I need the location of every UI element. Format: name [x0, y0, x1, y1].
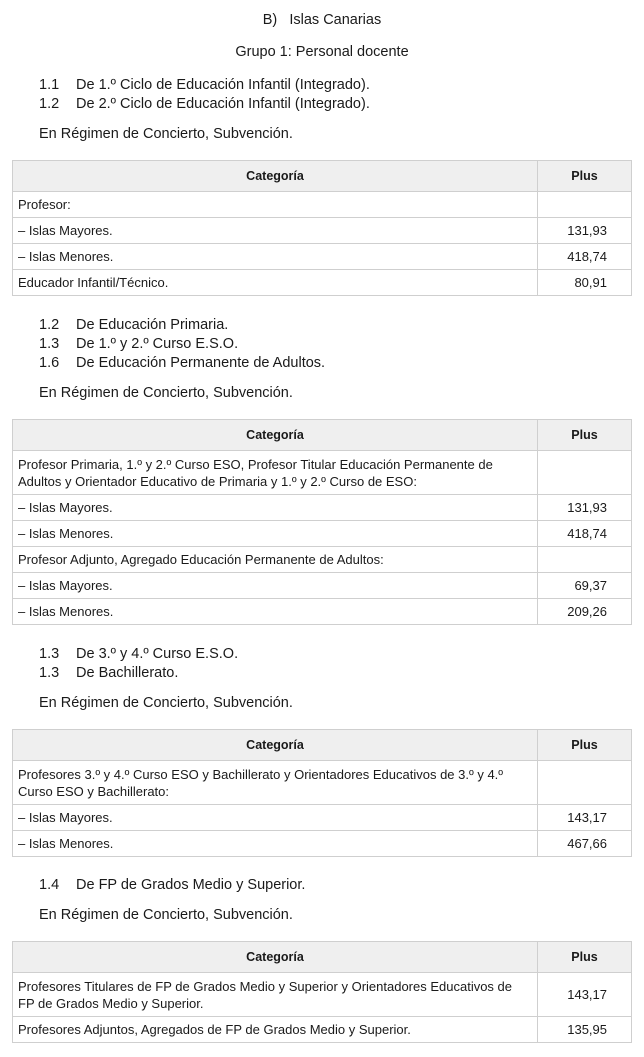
regime-text: En Régimen de Concierto, Subvención.	[39, 126, 293, 142]
table-header-row	[13, 420, 632, 451]
row-label: Profesor:	[13, 192, 538, 218]
row-label: – Islas Menores.	[13, 521, 538, 547]
row-label: – Islas Mayores.	[13, 573, 538, 599]
item-list-4	[39, 876, 305, 895]
item-list-2	[39, 316, 325, 373]
group-title: Grupo 1: Personal docente	[235, 44, 409, 60]
row-label: Profesores Adjuntos, Agregados de FP de Grados Medio y Superior.	[13, 1017, 538, 1043]
column-header-plus: Plus	[538, 730, 632, 761]
table-row	[13, 805, 632, 831]
table-row	[13, 521, 632, 547]
column-header-plus: Plus	[538, 942, 632, 973]
row-value: 209,26	[538, 599, 632, 625]
row-value: 135,95	[538, 1017, 632, 1043]
table-row	[13, 547, 632, 573]
row-value: 467,66	[538, 831, 632, 857]
item-list-3	[39, 645, 238, 683]
table-row	[13, 244, 632, 270]
column-header-plus: Plus	[538, 161, 632, 192]
row-value: 143,17	[538, 973, 632, 1017]
list-item: 1.1 De 1.º Ciclo de Educación Infantil (Integrado).	[39, 77, 370, 93]
row-label: Profesor Primaria, 1.º y 2.º Curso ESO, Profesor Titular Educación Permanente de Adultos y Orientador Educativo de Primaria y 1.º y 2.º Curso de ESO:	[13, 451, 538, 495]
row-value: 69,37	[538, 573, 632, 599]
list-item: 1.3 De 1.º y 2.º Curso E.S.O.	[39, 336, 239, 352]
table-1	[12, 160, 632, 296]
table-row	[13, 761, 632, 805]
row-label: – Islas Menores.	[13, 244, 538, 270]
table-row	[13, 573, 632, 599]
table-row	[13, 599, 632, 625]
table-row	[13, 973, 632, 1017]
regime-text: En Régimen de Concierto, Subvención.	[39, 907, 293, 923]
row-value: 80,91	[538, 270, 632, 296]
table-row	[13, 495, 632, 521]
row-label: – Islas Menores.	[13, 599, 538, 625]
item-list-1	[39, 76, 370, 114]
row-label: Profesores Titulares de FP de Grados Medio y Superior y Orientadores Educativos de FP de Grados Medio y Superior.	[13, 973, 538, 1017]
row-label: Profesor Adjunto, Agregado Educación Permanente de Adultos:	[13, 547, 538, 573]
list-item: 1.6 De Educación Permanente de Adultos.	[39, 355, 326, 371]
table-header-row	[13, 730, 632, 761]
column-header-plus: Plus	[538, 420, 632, 451]
row-value: 143,17	[538, 805, 632, 831]
row-label: Educador Infantil/Técnico.	[13, 270, 538, 296]
table-row	[13, 218, 632, 244]
table-header-row	[13, 942, 632, 973]
regime-text: En Régimen de Concierto, Subvención.	[39, 385, 293, 401]
row-value: 131,93	[538, 495, 632, 521]
list-item: 1.2 De Educación Primaria.	[39, 317, 229, 333]
table-row	[13, 451, 632, 495]
column-header-categoria: Categoría	[13, 420, 538, 451]
row-label: Profesores 3.º y 4.º Curso ESO y Bachillerato y Orientadores Educativos de 3.º y 4.º Curso ESO y Bachillerato:	[13, 761, 538, 805]
row-value	[538, 761, 632, 805]
row-label: – Islas Mayores.	[13, 805, 538, 831]
table-4	[12, 941, 632, 1043]
list-item: 1.4 De FP de Grados Medio y Superior.	[39, 877, 306, 893]
regime-text: En Régimen de Concierto, Subvención.	[39, 695, 293, 711]
row-label: – Islas Mayores.	[13, 495, 538, 521]
row-value: 131,93	[538, 218, 632, 244]
column-header-categoria: Categoría	[13, 161, 538, 192]
list-item: 1.2 De 2.º Ciclo de Educación Infantil (Integrado).	[39, 96, 370, 112]
table-2	[12, 419, 632, 625]
row-value	[538, 547, 632, 573]
table-row	[13, 270, 632, 296]
section-title: B) Islas Canarias	[262, 12, 382, 28]
table-row	[13, 192, 632, 218]
list-item: 1.3 De Bachillerato.	[39, 665, 179, 681]
column-header-categoria: Categoría	[13, 942, 538, 973]
row-value	[538, 451, 632, 495]
row-label: – Islas Mayores.	[13, 218, 538, 244]
table-header-row	[13, 161, 632, 192]
row-value: 418,74	[538, 521, 632, 547]
list-item: 1.3 De 3.º y 4.º Curso E.S.O.	[39, 646, 239, 662]
table-row	[13, 831, 632, 857]
row-label: – Islas Menores.	[13, 831, 538, 857]
row-value: 418,74	[538, 244, 632, 270]
table-3	[12, 729, 632, 857]
column-header-categoria: Categoría	[13, 730, 538, 761]
row-value	[538, 192, 632, 218]
table-row	[13, 1017, 632, 1043]
